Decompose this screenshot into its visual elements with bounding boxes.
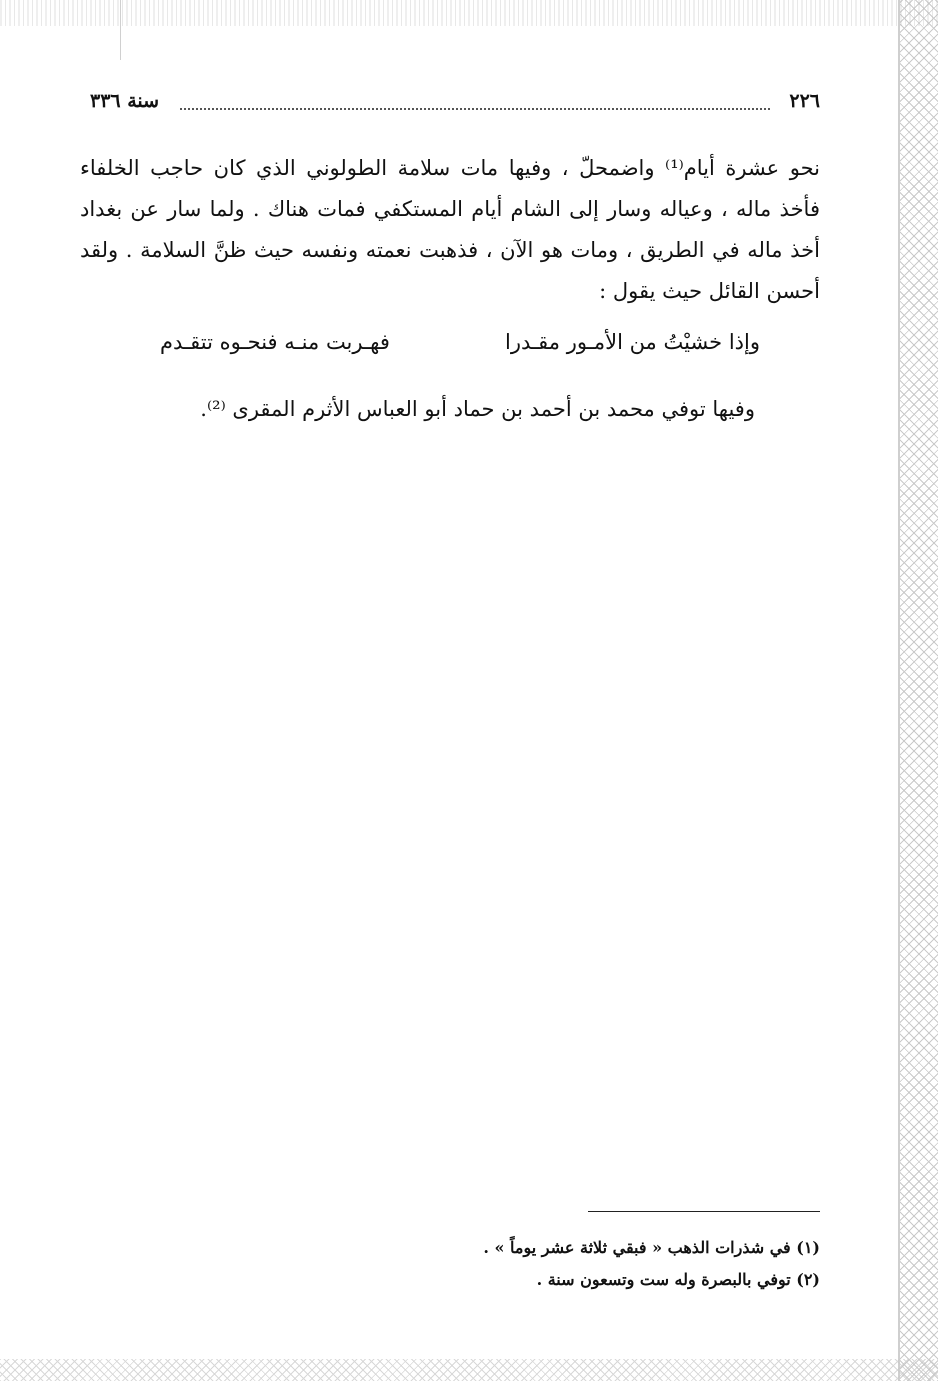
paragraph: نحو عشرة أيام⁽¹⁾ واضمحلّ ، وفيها مات سلامة الطولوني الذي كان حاجب الخلفاء فأخذ ماله ، وعياله وسار إلى الشام أيام المستكفي فمات هناك . ولما سار عن بغداد أخذ ماله في الطريق ، ومات هو الآن ، فذهبت نعمته ونفسه حيث ظنَّ السلامة . ولقد أحسن القائل حيث يقول : [80,156,820,303]
footnote-1: (١) في شذرات الذهب « فبقي ثلاثة عشر يوماً » . [483,1238,820,1257]
footnotes [320,1232,820,1296]
footnote-separator [588,1211,820,1212]
main-text [80,148,820,312]
poetry-verse [160,330,760,370]
book-page [80,0,840,1381]
page-header [90,90,840,122]
footnote-2: (٢) توفي بالبصرة وله ست وتسعون سنة . [536,1270,820,1289]
scan-border-right [900,0,938,1381]
verse-second-hemistich: فهـربت منـه فنحـوه تتقـدم [160,330,390,354]
death-note-paragraph: وفيها توفي محمد بن أحمد بن حماد أبو العباس الأثرم المقرى ⁽²⁾. [200,397,755,421]
running-head: سنة ٣٣٦ [90,90,160,112]
header-dotted-leader [180,108,770,110]
page-number: ٢٢٦ [789,90,820,112]
verse-first-hemistich: وإذا خشيْتُ من الأمـور مقـدرا [505,330,760,354]
